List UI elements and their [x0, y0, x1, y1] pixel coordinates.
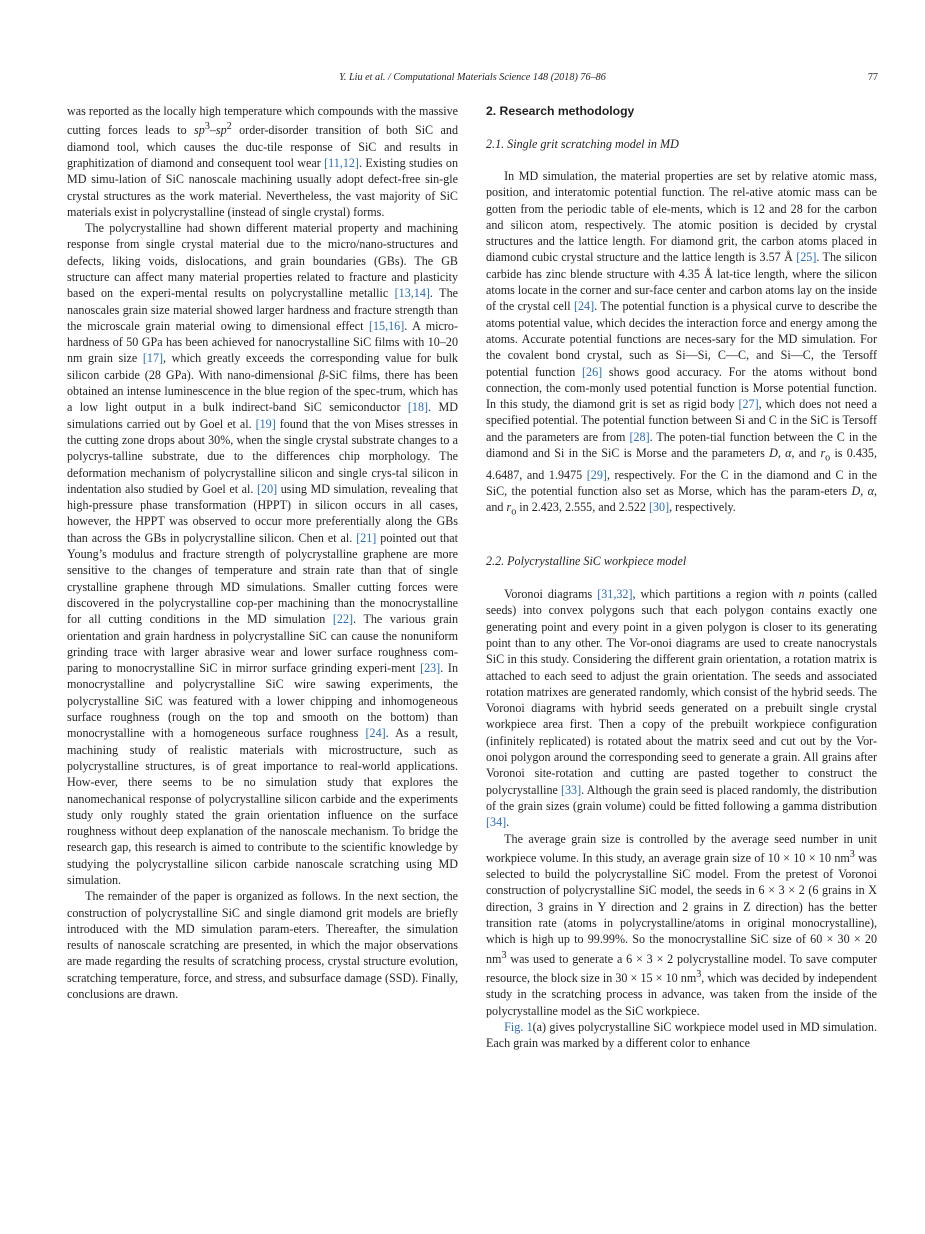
section-title: 2. Research methodology — [486, 104, 635, 118]
citation-link[interactable]: [23] — [420, 661, 441, 676]
paragraph-md-model: In MD simulation, the material properties are set by relative atomic mass, position, and interatomic potential function. The rel-ative atomic mass can be gotten from the periodic table of ele-ments, which is 12 and 28 for the carbon and silicon atom, respectively. The atomic position is decided by crystal structures and the lattice length. For diamond grit, the carbon atoms placed in diamond cubic crystal structure and the lattice length is 3.57 Å [25]. The silicon carbide has zinc blende structure with 4.35 Å lat-tice length, where the silicon atoms locate in the corner and sur-face center and carbon atoms lay on the inside of the crystal cell [24]. The potential function is a physical curve to describe the atoms potential value, which decides the interaction force and energy among the atoms. Accurate potential functions are neces-sary for the MD simulation. For the covalent bond crystal, such as Si—Si, C—C, and Si—C, the Tersoff potential function [26] shows good accuracy. For the atoms without bond connection, the com-monly used potential function is Morse potential function. In this study, the diamond grit is set as rigid body [27], which does not need a specified potential. The potential function between Si and C in the SiC is Tersoff and the parameters are from [28]. The poten-tial function between the C in the diamond and Si in the SiC is Morse and the parameters D, α, and $r_o$ is 0.435, 4.6487, and 1.9475 [29], respectively. For the C in the diamond and C in the SiC, the potential function also set as Morse, which has the param-eters D, α, and $r_o$ in 2.423, 2.555, and 2.522 [30], respectively. — [486, 169, 878, 518]
citation-link[interactable]: [20] — [257, 481, 278, 496]
paragraph-polycrystalline: The polycrystalline had shown different material property and machining response from single crystal material due to the micro/nano-structures and defects, liking voids, dislocations, and grain boundaries (GBs). The GB structure can affect many material properties related to fracture and plasticity based on the experi-mental results on polycrystalline metallic [13,14]. The nanoscales grain size material showed larger hardness and fracture strength than the microscale grain material owing to dimensional effect [15,16]. A micro-hardness of 50 GPa has been achieved for nanocrystalline SiC films with 10–20 nm grain size [17], which greatly exceeds the corresponding value for bulk silicon carbide (28 GPa). With nano-dimensional β-SiC films, there has been obtained an intense luminescence in the blue region of the spec-trum, which has a low light output in a bulk indirect-band SiC semiconductor [18]. MD simulations carried out by Goel et al. [19] found that the von Mises stresses in the cutting zone drops about 30%, when the single crystal substrate changes to a polycrys-talline substrate, due to the differences chip morphology. The deformation mechanism of polycrystalline silicon and single crys-tal silicon in indentation also studied by Goel et al. [20] using MD simulation, revealing that high-pressure phase transformation (HPPT) in silicon occurs in all cases, however, the HPPT was observed to occur more preferentially along the GBs than across the GBs in polycrystalline silicon. Chen et al. [21] pointed out that Young’s modulus and fracture strength of polycrystalline graphene are more sensitive to the changes of temperature and strain rate than that of single crystalline graphene through MD simulations. Smaller cutting forces were discovered in the polycrystalline cop-per machining than the monocrystalline for all cutting conditions in the MD simulation [22]. The various grain orientation and grain hardness in polycrystalline SiC can cause the nonuniform grinding trace with larger abrasive wear and lower surface roughness com-paring to monocrystalline SiC in mirror surface grinding experi-ment [23]. In monocrystalline and polycrystalline SiC wire sawing experiments, the polycrystalline SiC was featured with a lower chipping and inhomogeneous surface roughness (rough on the top and smooth on the bottom) than monocrystalline with a homogeneous surface roughness [24]. As a result, machining study of realistic materials with microstructure, such as polycrystalline structures, is of great importance to real-world applications. How-ever, there seems to be no simulation study that explores the nanomechanical response of polycrystalline silicon carbide and the experiments study only roughly stated the grain orientation influence on the surface roughness without deep explanation of the nanoscale mechanism. To bridge the research gap, this research is aimed to contribute to the scientific knowledge by studying the polycrystalline silicon carbide nanoscale scratching using MD simulation. — [67, 221, 458, 887]
page-number: 77 — [867, 72, 878, 83]
citation-link[interactable]: [11,12] — [324, 155, 359, 170]
citation-link[interactable]: [34] — [486, 815, 507, 830]
citation-link[interactable]: [22] — [332, 612, 354, 627]
citation-link[interactable]: [24] — [365, 726, 386, 741]
citation-link[interactable]: [27] — [738, 397, 759, 412]
citation-link[interactable]: [15,16] — [368, 318, 405, 333]
citation-link[interactable]: [30] — [648, 500, 670, 515]
citation-link[interactable]: [25] — [796, 250, 817, 265]
subsection-title-2: 2.2. Polycrystalline SiC workpiece model — [486, 554, 687, 569]
citation-link[interactable]: [28] — [629, 429, 650, 444]
citation-link[interactable]: [17] — [142, 351, 164, 366]
journal-citation: Y. Liu et al. / Computational Materials Science 148 (2018) 76–86 — [339, 72, 606, 83]
citation-link[interactable]: [19] — [255, 416, 276, 431]
right-column — [486, 103, 877, 1051]
paragraph-figure-ref: Fig. 1(a) gives polycrystalline SiC workpiece model used in MD simulation. Each grain was marked by a different color to enhance — [486, 1019, 877, 1051]
paragraph-organization: The remainder of the paper is organized as follows. In the next section, the construction of polycrystalline SiC and single diamond grit models are briefly introduced with the MD simulation param-eters. Thereafter, the simulation results of nanoscale scratching are presented, in which the major observations are made regarding the results of scratching process, crystal structure evolution, scratching temperature, force, and stress, and subsurface damage (SSD). Finally, conclusions are drawn. — [67, 889, 458, 1002]
subsection-title-1: 2.1. Single grit scratching model in MD — [486, 137, 679, 151]
paragraph-grain-size: The average grain size is controlled by the average seed number in unit workpiece volume. In this study, an average grain size of 10 × 10 × 10 $nm^3$ was selected to build the polycrystalline SiC model. From the pretest of Voronoi construction of polycrystalline SiC model, the seeds in 6 × 3 × 2 (6 grains in X direction, 3 grains in Y direction and 2 grains in Z direction) has the better transition rate (atoms in polycrystalline/atoms in original monocrystalline), which is high up to 99.99%. So the monocrystalline SiC size of 60 × 30 × 20 $nm^3$ was used to generate a 6 × 3 × 2 polycrystalline model. To save computer resource, the block size in 30 × 15 × 10 $nm^3$, which was decided by independent study in the scratching process in advance, was taken from the inside of the polycrystalline model as the SiC workpiece. — [486, 831, 877, 1018]
figure-link[interactable]: Fig. 1 — [504, 1019, 533, 1034]
left-column — [67, 103, 458, 1002]
citation-link[interactable]: [21] — [356, 530, 377, 545]
citation-link[interactable]: [29] — [586, 467, 607, 482]
citation-link[interactable]: [13,14] — [394, 286, 430, 301]
citation-link[interactable]: [24] — [573, 299, 595, 314]
citation-link[interactable]: [33] — [560, 782, 582, 797]
citation-link[interactable]: [18] — [407, 400, 429, 415]
citation-link[interactable]: [31,32] — [597, 587, 633, 602]
citation-link[interactable]: [26] — [582, 364, 603, 379]
paragraph-voronoi: Voronoi diagrams [31,32], which partitions a region with n points (called seeds) into convex polygons such that each polygon contains exactly one generating point and every point in a given polygon is closer to its generating point than to any other. The Vor-onoi diagrams are used to create nanocrystals SiC in this study. Considering the different grain orientation, a rotation matrix is attached to each seed to adjust the grain orientation. The seeds and associated rotation matrixes are generated randomly, which consist of the hybrid seeds. The Voronoi diagrams with hybrid seeds generated on a prebuilt single crystal workpiece area first. Then a copy of the prebuilt workpiece configuration (infinitely replicated) is rotated about the matrix seed and cut out by the Vor-onoi polygon around the corresponding seed to generate a grain. All grains after Voronoi site-rotation and cutting are pasted together to construct the polycrystalline [33]. Although the grain seed is placed randomly, the distribution of the grain sizes (grain volume) could be fitted following a gamma distribution [34]. — [486, 587, 877, 830]
running-header — [67, 72, 878, 88]
paragraph-continued: was reported as the locally high temperature which compounds with the massive cutting forces leads to $sp^3-sp^2$ order-disorder transition of both SiC and diamond tool, which causes the duc-tile response of SiC and results in graphitization of diamond and consequent tool wear [11,12]. Existing studies on MD simu-lation of SiC nanoscale machining usually adopt defect-free sin-gle crystal structures as the work material. Nevertheless, the vast majority of SiC materials exist in polycrystalline (instead of single crystal) forms. — [67, 104, 458, 219]
